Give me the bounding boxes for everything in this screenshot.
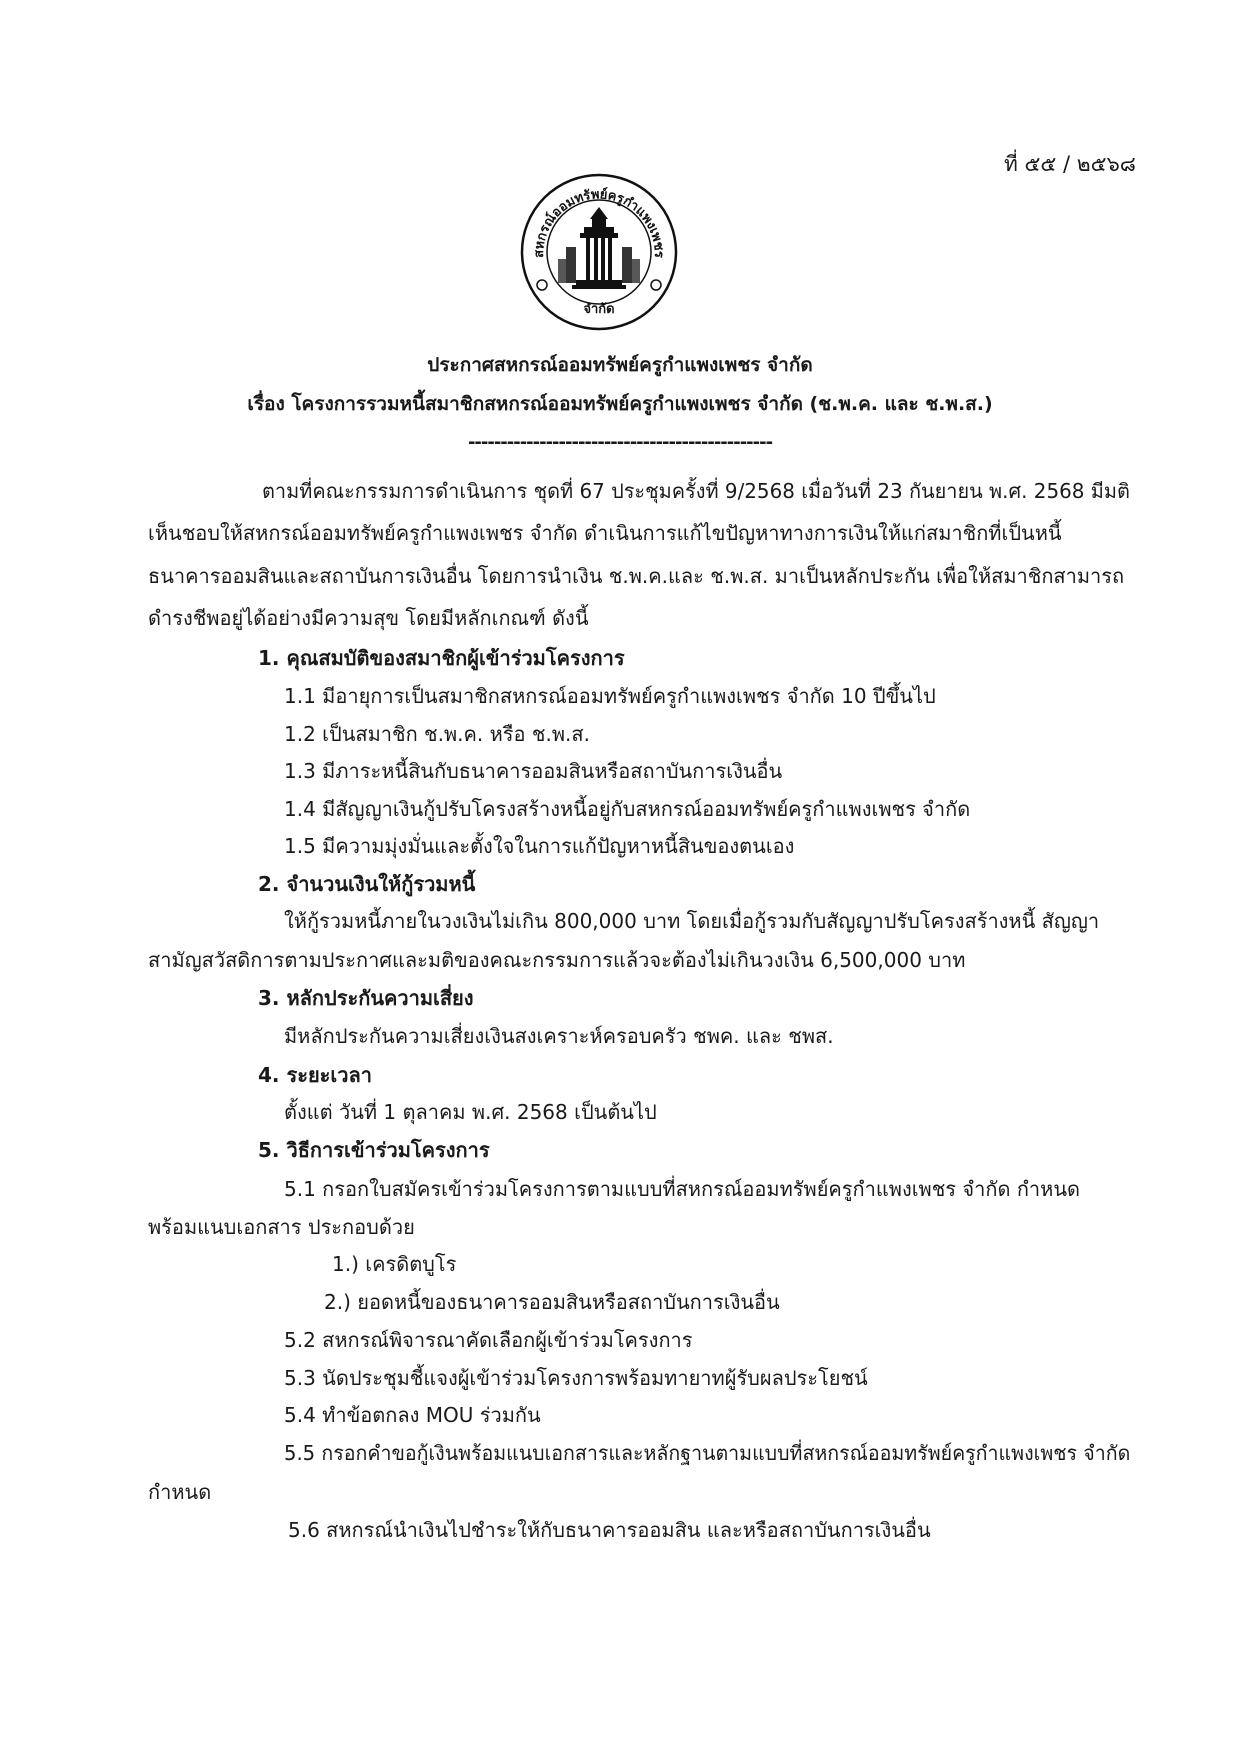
section-1-item: 1.4 มีสัญญาเงินกู้ปรับโครงสร้างหนี้อยู่กับสหกรณ์ออมทรัพย์ครูกำแพงเพชร จำกัด xyxy=(284,797,971,821)
section-1-item: 1.3 มีภาระหนี้สินกับธนาคารออมสินหรือสถาบันการเงินอื่น xyxy=(284,759,783,783)
section-5-item: 5.5 กรอกคำขอกู้เงินพร้อมแนบเอกสารและหลักฐานตามแบบที่สหกรณ์ออมทรัพย์ครูกำแพงเพชร จำกัด xyxy=(284,1441,1131,1465)
cooperative-seal-logo xyxy=(520,173,678,331)
section-1-item: 1.1 มีอายุการเป็นสมาชิกสหกรณ์ออมทรัพย์ครูกำแพงเพชร จำกัด 10 ปีขึ้นไป xyxy=(284,684,936,708)
section-3-line: มีหลักประกันความเสี่ยงเงินสงเคราะห์ครอบครัว ชพค. และ ชพส. xyxy=(284,1024,834,1048)
section-5-item: 5.1 กรอกใบสมัครเข้าร่วมโครงการตามแบบที่สหกรณ์ออมทรัพย์ครูกำแพงเพชร จำกัด กำหนด xyxy=(284,1177,1080,1201)
section-2-line: สามัญสวัสดิการตามประกาศและมติของคณะกรรมการแล้วจะต้องไม่เกินวงเงิน 6,500,000 บาท xyxy=(148,948,966,972)
title-separator: ----------------------------------------------- xyxy=(467,432,773,453)
attachment-item: 2.) ยอดหนี้ของธนาคารออมสินหรือสถาบันการเงินอื่น xyxy=(324,1290,780,1314)
section-5-item: พร้อมแนบเอกสาร ประกอบด้วย xyxy=(148,1215,415,1239)
section-1-heading: 1. คุณสมบัติของสมาชิกผู้เข้าร่วมโครงการ xyxy=(258,646,625,670)
seal-bottom-text: จำกัด xyxy=(583,302,615,317)
seal-ring-text: สหกรณ์ออมทรัพย์ครูกำแพงเพชร xyxy=(531,187,667,258)
section-4-heading: 4. ระยะเวลา xyxy=(258,1063,372,1087)
section-4-line: ตั้งแต่ วันที่ 1 ตุลาคม พ.ศ. 2568 เป็นต้นไป xyxy=(284,1100,657,1124)
section-2-line: ให้กู้รวมหนี้ภายในวงเงินไม่เกิน 800,000 บาท โดยเมื่อกู้รวมกับสัญญาปรับโครงสร้างหนี้ สัญญา xyxy=(284,909,1100,933)
section-3-heading: 3. หลักประกันความเสี่ยง xyxy=(258,986,474,1010)
section-2-heading: 2. จำนวนเงินให้กู้รวมหนี้ xyxy=(258,872,476,896)
attachment-item: 1.) เครดิตบูโร xyxy=(332,1252,457,1276)
section-5-item: 5.2 สหกรณ์พิจารณาคัดเลือกผู้เข้าร่วมโครงการ xyxy=(284,1328,693,1352)
section-1-item: 1.2 เป็นสมาชิก ช.พ.ค. หรือ ช.พ.ส. xyxy=(284,722,590,746)
intro-line: ธนาคารออมสินและสถาบันการเงินอื่น โดยการนำเงิน ช.พ.ค.และ ช.พ.ส. มาเป็นหลักประกัน เพื่อให้สมาชิกสามารถ xyxy=(148,564,1125,588)
section-5-item: 5.4 ทำข้อตกลง MOU ร่วมกัน xyxy=(284,1403,541,1427)
announcement-title: ประกาศสหกรณ์ออมทรัพย์ครูกำแพงเพชร จำกัด xyxy=(427,354,813,376)
intro-line: ตามที่คณะกรรมการดำเนินการ ชุดที่ 67 ประชุมครั้งที่ 9/2568 เมื่อวันที่ 23 กันยายน พ.ศ. 2568 มีมติ xyxy=(262,479,1130,503)
document-number: ที่ ๕๕ / ๒๕๖๘ xyxy=(1004,152,1136,176)
section-5-heading: 5. วิธีการเข้าร่วมโครงการ xyxy=(258,1138,490,1162)
section-5-item: กำหนด xyxy=(148,1480,212,1504)
intro-line: เห็นชอบให้สหกรณ์ออมทรัพย์ครูกำแพงเพชร จำกัด ดำเนินการแก้ไขปัญหาทางการเงินให้แก่สมาชิกที่เป็นหนี้ xyxy=(148,521,1062,545)
announcement-subject: เรื่อง โครงการรวมหนี้สมาชิกสหกรณ์ออมทรัพย์ครูกำแพงเพชร จำกัด (ช.พ.ค. และ ช.พ.ส.) xyxy=(247,393,993,415)
intro-line: ดำรงชีพอยู่ได้อย่างมีความสุข โดยมีหลักเกณฑ์ ดังนี้ xyxy=(148,606,589,630)
section-1-item: 1.5 มีความมุ่งมั่นและตั้งใจในการแก้ปัญหาหนี้สินของตนเอง xyxy=(284,834,795,858)
section-5-item: 5.6 สหกรณ์นำเงินไปชำระให้กับธนาคารออมสิน และหรือสถาบันการเงินอื่น xyxy=(288,1518,931,1542)
section-5-item: 5.3 นัดประชุมชี้แจงผู้เข้าร่วมโครงการพร้อมทายาทผู้รับผลประโยชน์ xyxy=(284,1366,868,1390)
